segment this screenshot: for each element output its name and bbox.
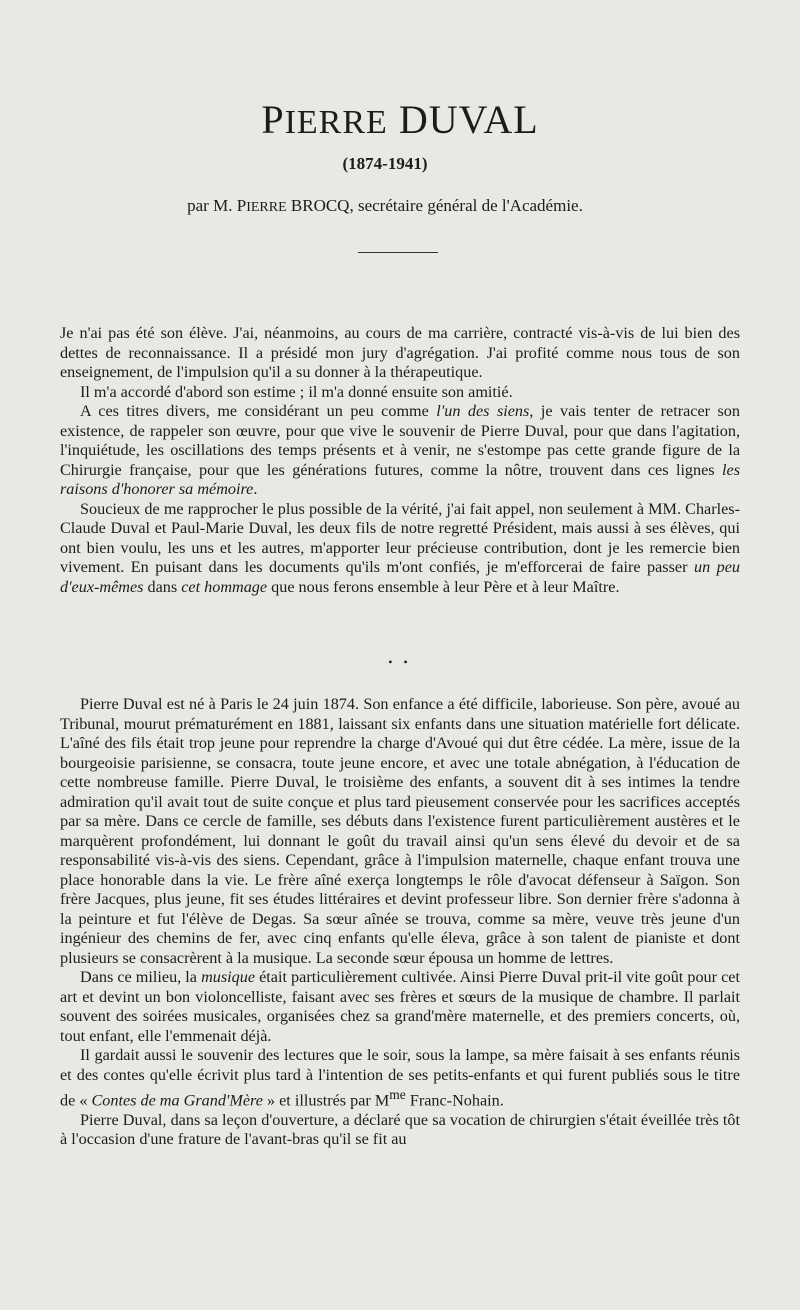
section-separator: • • bbox=[388, 655, 412, 669]
intro-section bbox=[60, 324, 740, 597]
title-divider bbox=[358, 252, 438, 253]
text-run: . bbox=[253, 480, 258, 498]
text-run: Il gardait aussi le souvenir des lectures que le soir, sous la lampe, sa mère faisait à ses enfants réunis et des contes qu'elle écrivit plus tard à l'intention de ses petits-enfants et qui furent publiés sous le titre de « bbox=[60, 1046, 740, 1110]
paragraph: Il m'a accordé d'abord son estime ; il m'a donné ensuite son amitié. bbox=[80, 382, 513, 401]
biography-section bbox=[60, 695, 740, 1150]
text-run: Dans ce milieu, la bbox=[80, 968, 202, 986]
text-run: A ces titres divers, me considérant un peu comme bbox=[80, 402, 437, 420]
text-run: Franc-Nohain. bbox=[405, 1091, 504, 1110]
title-rest: IERRE bbox=[284, 104, 388, 141]
life-dates: (1874-1941) bbox=[342, 154, 428, 173]
text-run: que nous ferons ensemble à leur Père et à leur Maître. bbox=[267, 577, 620, 596]
text-run: Soucieux de me rapprocher le plus possible de la vérité, j'ai fait appel, non seulement à MM. Charles-Claude Duval et Paul-Marie Duval, les deux fils de notre regretté Président, mais aussi à ses élèves, qui ont bien voulu, les uns et les autres, m'apporter leur précieuse contribution, dont je les remercie bien vivement. En puisant dans les documents qu'ils m'ont confiés, je m'efforcerai de faire passer bbox=[60, 499, 740, 576]
title-initial: P bbox=[261, 97, 285, 142]
emphasis: cet hommage bbox=[181, 577, 268, 596]
text-run: était particulièrement cultivée. Ainsi Pierre Duval prit-il vite goût pour cet art et devint un bon violoncelliste, faisant avec ses frères et sœurs de la musique de chambre. Il parlait souvent des soirées musicales, organisées chez sa grand'mère maternelle, et des premiers concerts, où, tout enfant, elle l'emmenait déjà. bbox=[60, 968, 740, 1045]
title-surname: DUVAL bbox=[398, 97, 539, 142]
superscript: me bbox=[389, 1087, 406, 1102]
emphasis: l'un des siens bbox=[436, 402, 530, 420]
text-run: dans bbox=[143, 577, 182, 596]
byline-author-rest: IERRE bbox=[246, 200, 287, 215]
paragraph: Je n'ai pas été son élève. J'ai, néanmoins, au cours de ma carrière, contracté vis-à-vis de lui bien des dettes de reconnaissance. Il a présidé mon jury d'agrégation. J'ai profité comme nous tous de son enseignement, de l'impulsion qu'il a su donner à la thérapeutique. bbox=[60, 324, 740, 381]
byline-prefix: par M. bbox=[187, 196, 233, 215]
byline-suffix: secrétaire général de l'Académie. bbox=[357, 196, 583, 215]
emphasis: les raisons d'honorer sa mémoire bbox=[60, 460, 740, 498]
emphasis: un peu d'eux-mêmes bbox=[60, 558, 740, 596]
emphasis: Contes de ma Grand'Mère bbox=[91, 1091, 263, 1110]
paragraph: Pierre Duval est né à Paris le 24 juin 1874. Son enfance a été difficile, laborieuse. Son père, avoué au Tribunal, mourut prématurément en 1881, laissant six enfants dans une situation matérielle fort délicate. L'aîné des fils était trop jeune pour reprendre la charge d'Avoué qui dut être cédée. La mère, issue de la bourgeoisie parisienne, se consacra, toute jeune encore, et avec une totale abnégation, à l'éducation de cette nombreuse famille. Pierre Duval, le troisième des enfants, a souvent dit à ses intimes la tendre admiration qu'il avait tout de suite conçue et plus tard pieusement conservée pour les sacrifices acceptés par sa mère. Dans ce cercle de famille, ses débuts dans l'existence furent particulièrement austères et le marquèrent profondément, lui donnant le goût du travail ainsi qu'un sens élevé du devoir et de sa responsabilité vis-à-vis des siens. Cependant, grâce à l'impulsion maternelle, chaque enfant trouva une place honorable dans la vie. Le frère aîné exerça longtemps le rôle d'avocat défenseur à Saïgon. Son frère Jacques, plus jeune, fit ses études littéraires et devint professeur libre. Son dernier frère s'adonna à la peinture et fut l'élève de Degas. Sa sœur aînée se trouva, comme sa mère, veuve très jeune d'un ingénieur des chemins de fer, avec cinq enfants qu'elle éleva, grâce à son talent de pianiste et dont plusieurs se consacrèrent à la musique. La seconde sœur épousa un homme de lettres. bbox=[60, 695, 740, 967]
paragraph: Pierre Duval, dans sa leçon d'ouverture, a déclaré que sa vocation de chirurgien s'était éveillée très tôt à l'occasion d'une frature de l'avant-bras qu'il se fit au bbox=[60, 1110, 740, 1149]
paragraph bbox=[60, 402, 740, 500]
paragraph bbox=[60, 500, 740, 598]
byline bbox=[0, 196, 770, 216]
text-run: » et illustrés par M bbox=[262, 1091, 390, 1110]
paragraph bbox=[60, 968, 740, 1046]
emphasis: musique bbox=[201, 968, 256, 986]
article-title bbox=[0, 96, 800, 143]
paragraph bbox=[60, 1046, 740, 1111]
text-run: , je vais tenter de retracer son existence, de rappeler son œuvre, pour que vive le souvenir de Pierre Duval, pour que dans l'agitation, l'inquiétude, les oscillations des temps présents et à venir, ne s'estompe pas cette grande figure de la Chirurgie française, pour que les générations futures, comme la nôtre, trouvent dans ces lignes bbox=[60, 402, 740, 479]
byline-author-initial: P bbox=[236, 196, 247, 215]
byline-author-surname: BROCQ, bbox=[290, 196, 354, 215]
